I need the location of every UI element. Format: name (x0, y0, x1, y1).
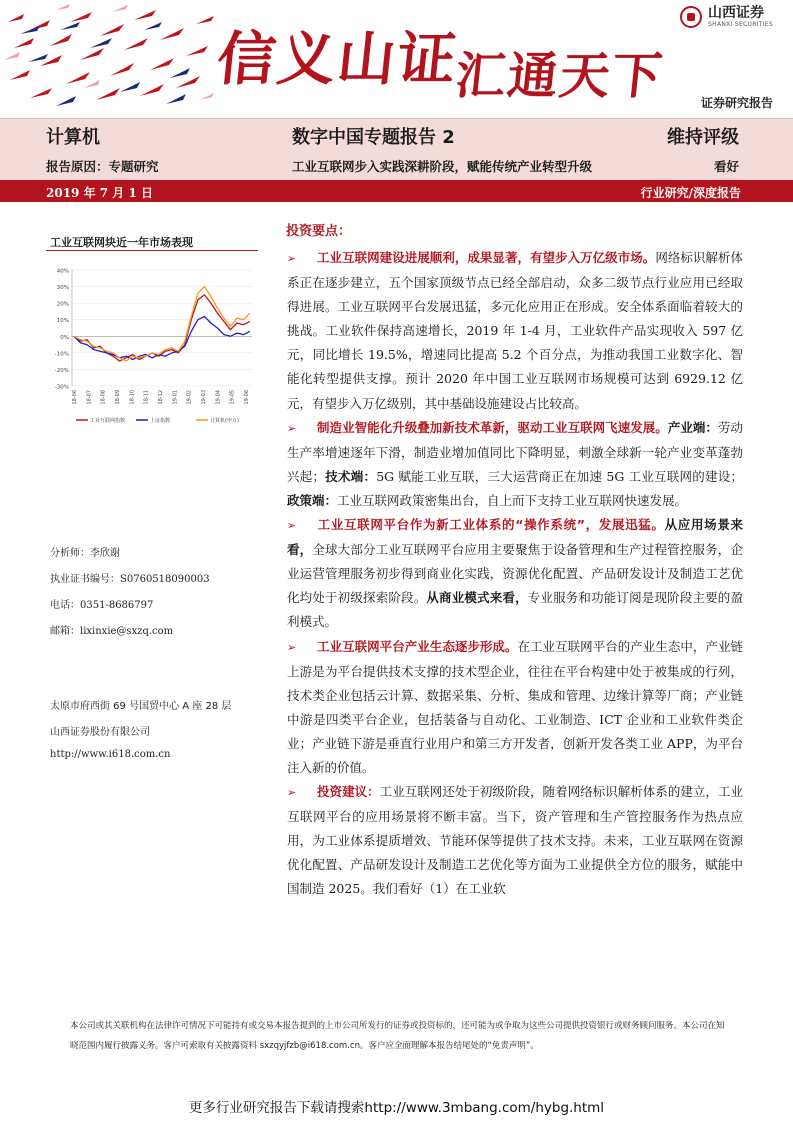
key-point-subheading: 产业端： (667, 419, 718, 435)
key-point-2 (287, 416, 743, 513)
analyst-phone-row (50, 596, 153, 611)
key-point-text: 全球大部分工业互联网平台应用主要聚焦于设备管理和生产过程管控服务，企业运营管理服务初步得到商业化实践，资源优化配置、产品研发设计及制造工艺优化均处于初级探索阶段。 (287, 542, 743, 606)
report-subtitle: 工业互联网步入实践深耕阶段，赋能传统产业转型升级 (292, 159, 593, 174)
chart-divider (46, 250, 258, 251)
key-points-title: 投资要点： (286, 224, 352, 239)
key-point-text: 5G 赋能工业互联，三大运营商正在加速 5G 工业互联网的建设； (376, 468, 743, 484)
analyst-name-label: 分析师： (50, 548, 90, 559)
chart-legend-label: 计算机(申万) (210, 418, 239, 424)
chart-y-tick-label: 40% (56, 268, 69, 275)
chart-x-tick-label: 19-05 (229, 390, 236, 405)
chart-x-tick-label: 18-07 (86, 390, 93, 405)
chart-y-tick-label: 30% (56, 285, 69, 292)
company-logo (680, 6, 773, 28)
key-point-subheading: 从应用场景来看， (287, 517, 743, 558)
analyst-name: 李欣谢 (90, 548, 120, 559)
report-title: 数字中国专题报告 2 (292, 127, 455, 148)
rating-label: 维持评级 (667, 127, 739, 148)
chart-x-tick-label: 19-02 (186, 390, 193, 405)
key-point-subheading: 技术端： (324, 468, 377, 484)
chart-legend-label: 上证指数 (150, 418, 171, 424)
company-website[interactable]: http://www.i618.com.cn (50, 749, 171, 760)
chart-x-tick-label: 18-11 (143, 390, 150, 405)
chart-x-tick-label: 19-06 (244, 390, 250, 405)
analyst-email[interactable]: lixinxie@sxzq.com (80, 626, 174, 637)
chart-y-tick-label: -30% (54, 384, 69, 391)
analyst-cert-label: 执业证书编号： (50, 574, 120, 585)
rating-stance: 看好 (713, 159, 739, 174)
logo-name-en: SHANXI SECURITIES (708, 21, 773, 28)
key-point-text: 网络标识解析体系正在逐步建立，五个国家顶级节点已经全部启动，众多二级节点行业应用已经取得进展。工业互联网平台发展迅猛，多元化应用正在形成。安全体系面临着较大的挑战。工业软件保持高速增长，2019 年 1-4 月，工业软件产品实现收入 597 亿元，同比增长 19.5%，增速同比提高 5.2 个百分点，为推动我国工业数字化、智能化转型提供支撑。预计 2020 年中国工业互联网市场规模可达到 6929.12 亿元，有望步入万亿级别，其中基础设施建设占比较高。 (287, 250, 743, 411)
chart-title: 工业互联网块近一年市场表现 (50, 236, 193, 249)
chart-x-tick-label: 18-08 (100, 390, 107, 405)
header-banner (0, 0, 793, 118)
key-point-heading: 工业互联网平台产业生态逐步形成。 (317, 638, 518, 654)
title-band (0, 118, 793, 180)
logo-icon (680, 6, 702, 28)
key-point-heading: 投资建议： (317, 784, 380, 800)
analyst-email-row (50, 622, 173, 637)
chart-x-tick-label: 18-10 (129, 390, 136, 405)
chart-svg (46, 258, 260, 436)
key-point-5 (287, 780, 743, 901)
chart-x-tick-label: 19-03 (201, 390, 207, 405)
chart-y-tick-label: 10% (56, 318, 69, 325)
slogan-main: 信义山证 (213, 25, 462, 93)
analyst-cert-row (50, 570, 210, 585)
company-address: 太原市府西街 69 号国贸中心 A 座 28 层 (50, 701, 232, 712)
logo-name-cn: 山西证券 (708, 5, 765, 21)
date-bar (0, 180, 793, 202)
chart-x-tick-label: 18-06 (72, 390, 78, 405)
chart-y-tick-label: -20% (54, 367, 69, 374)
company-name: 山西证券股份有限公司 (50, 727, 150, 738)
key-point-text: 劳动生产率增速逐年下滑，制造业增加值同比下降明显，刺激全球新一轮产业变革蓬勃兴起； (287, 419, 743, 484)
bullet-icon: ➢ (287, 640, 297, 654)
slogan-small: 汇通天下 (452, 46, 667, 105)
key-point-heading: 工业互联网建设进展顺利，成果显著，有望步入万亿级市场。 (317, 250, 656, 265)
chart-x-tick-label: 18-12 (158, 390, 164, 405)
report-type: 证券研究报告 (700, 96, 773, 110)
key-point-text: 工业互联网还处于初级阶段，随着网络标识解析体系的建立，工业互联网平台的应用场景将不断丰富。当下，资产管理和生产管控服务作为热点应用，为工业体系提质增效、节能环保等提供了技术支持。未来，工业互联网在资源优化配置、产品研发设计及制造工艺优化等方面为工业提供全方位的服务，赋能中国制造 2025。我们看好（1）在工业软 (287, 784, 743, 897)
report-reason: 报告原因：专题研究 (46, 159, 159, 174)
analyst-phone-label: 电话： (50, 600, 80, 611)
analyst-email-label: 邮箱： (50, 626, 80, 637)
chart-y-tick-label: 0% (60, 334, 69, 341)
chart-x-tick-label: 19-01 (172, 390, 179, 405)
key-point-subheading: 从商业模式来看， (426, 590, 528, 606)
key-point-4 (287, 635, 743, 781)
analyst-name-row (50, 544, 120, 559)
chart-y-tick-label: -10% (54, 351, 69, 358)
key-point-subheading: 政策端： (287, 492, 338, 508)
analyst-phone: 0351-8686797 (80, 600, 154, 611)
chart-legend-label: 工业互联网指数 (90, 418, 126, 424)
key-points-body (287, 246, 743, 902)
key-point-1 (287, 246, 743, 416)
disclaimer: 本公司或其关联机构在法律许可情况下可能持有或交易本报告提到的上市公司所发行的证券或投资标的，还可能为或争取为这些公司提供投资银行或财务顾问服务。本公司在知晓范围内履行披露义务。客户可索取有关披露资料 sxzqyjfzb@i618.com.cn。客户应全面理解本报告结尾处的“免责声明”。 (70, 1021, 725, 1051)
chart-x-tick-label: 18-09 (115, 390, 121, 405)
chart-y-tick-label: 20% (56, 301, 69, 308)
bullet-icon: ➢ (287, 786, 297, 800)
key-point-text: 工业互联网政策密集出台，自上而下支持工业互联网快速发展。 (337, 492, 688, 508)
report-date: 2019 年 7 月 1 日 (46, 186, 153, 200)
bullet-icon: ➢ (287, 519, 297, 533)
report-category: 行业研究/深度报告 (640, 186, 741, 200)
sector-label: 计算机 (46, 127, 100, 148)
key-point-heading: 制造业智能化升级叠加新技术革新，驱动工业互联网飞速发展。 (317, 419, 668, 435)
key-point-text: 在工业互联网平台的产业生态中，产业链上游是为平台提供技术支撑的技术型企业，往往在平台构建中处于被集成的行列，技术类企业包括云计算、数据采集、分析、集成和管理、边缘计算等厂商；产业链中游是四类平台企业，包括装备与自动化、工业制造、ICT 企业和工业软件类企业；产业链下游是垂直行业用户和第三方开发者，创新开发各类工业 APP，为平台注入新的价值。 (287, 638, 743, 775)
key-point-heading: 工业互联网平台作为新工业体系的“操作系统”，发展迅猛。 (317, 517, 665, 533)
key-point-3 (287, 513, 743, 634)
analyst-cert: S0760518090003 (120, 574, 210, 585)
slogan (213, 12, 671, 105)
key-point-text: 专业服务和功能订阅是现阶段主要的盈利模式。 (287, 590, 743, 630)
bullet-icon: ➢ (287, 421, 297, 435)
chart-series-line-3 (74, 287, 250, 362)
chart-x-tick-label: 19-04 (215, 390, 222, 405)
download-link[interactable]: 更多行业研究报告下载请搜索http://www.3mbang.com/hybg.html (188, 1100, 605, 1116)
bullet-icon: ➢ (287, 252, 297, 265)
market-performance-chart (46, 258, 260, 436)
